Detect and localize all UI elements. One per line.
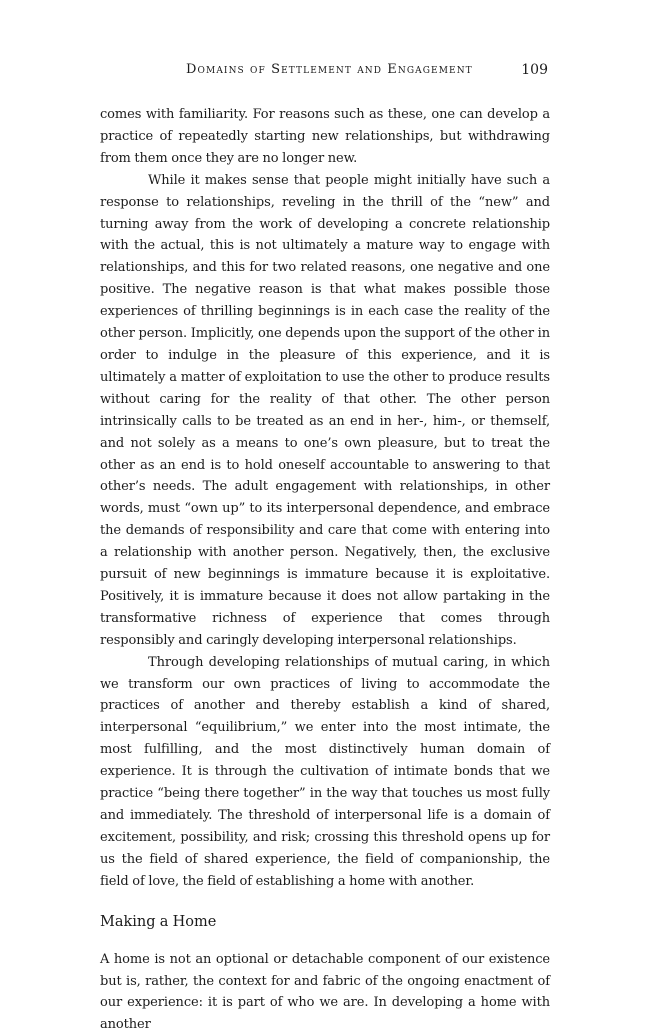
section-heading: Making a Home	[100, 913, 217, 930]
body-text	[100, 104, 550, 1036]
paragraph: While it makes sense that people might initially have such a response to relationships, reveling in the thrill of the “new” and turning away from the work of developing a concrete relationship with the actual, this is not ultimately a mature way to engage with relationships, and this for two related reasons, one negative and one positive. The negative reason is that what makes possible those experiences of thrilling beginnings is in each case the reality of the other person. Implicitly, one depends upon the support of the other in order to indulge in the pleasure of this experience, and it is ultimately a matter of exploitation to use the other to produce results without caring for the reality of that other. The other person intrinsically calls to be treated as an end in her-, him-, or themself, and not solely as a means to one’s own pleasure, but to treat the other as an end is to hold oneself accountable to answering to that other’s needs. The adult engagement with relationships, in other words, must “own up” to its interpersonal dependence, and embrace the demands of responsibility and care that come with entering into a relationship with another person. Negatively, then, the exclusive pursuit of new beginnings is immature because it is exploitative. Positively, it is immature because it does not allow partaking in the transformative richness of experience that comes through responsibly and caringly developing interpersonal relationships.	[100, 172, 550, 648]
running-head-title: Domains of Settlement and Engagement	[186, 62, 473, 77]
paragraph-continuation: comes with familiarity. For reasons such as these, one can develop a practice of repeatedly starting new relationships, but withdrawing from them once they are no longer new.	[100, 107, 550, 166]
paragraph: Through developing relationships of mutual caring, in which we transform our own practices of living to accommodate the practices of another and thereby establish a kind of shared, interpersonal “equilibrium,” we enter into the most intimate, the most fulfilling, and the most distinctively human domain of experience. It is through the cultivation of intimate bonds that we practice “being there together” in the way that touches us most fully and immediately. The threshold of interpersonal life is a domain of excitement, possibility, and risk; crossing this threshold opens up for us the field of shared experience, the field of companionship, the field of love, the field of establishing a home with another.	[100, 654, 550, 889]
section-paragraph: A home is not an optional or detachable component of our existence but is, rather, the context for and fabric of the ongoing enactment of our experience: it is part of who we are. In developing a home with another	[100, 951, 550, 1033]
page-number: 109	[521, 62, 548, 78]
